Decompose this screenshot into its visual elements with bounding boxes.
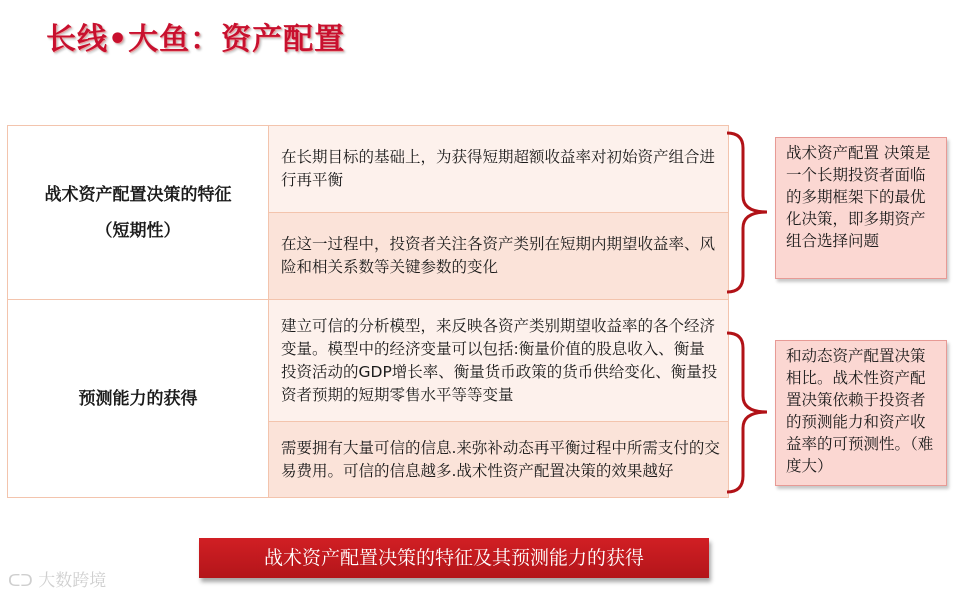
slide-title: 长线•大鱼：资产配置 [46, 22, 346, 57]
note-box-top: 战术资产配置 决策是一个长期投资者面临的多期框架下的最优化决策，即多期资产组合选择问题 [775, 137, 947, 279]
caption-banner: 战术资产配置决策的特征及其预测能力的获得 [199, 538, 709, 578]
row-label-prediction [8, 300, 269, 498]
table-cell: 需要拥有大量可信的信息.来弥补动态再平衡过程中所需支付的交易费用。可信的信息越多.战术性资产配置决策的效果越好 [269, 422, 729, 498]
right-brace-top [725, 130, 775, 295]
table-cell: 在这一过程中，投资者关注各资产类别在短期内期望收益率、风险和相关系数等关键参数的变化 [269, 213, 729, 300]
row-label-line: 战术资产配置决策的特征 [44, 184, 232, 205]
table-row [8, 300, 729, 422]
table-cell: 建立可信的分析模型，来反映各资产类别期望收益率的各个经济变量。模型中的经济变量可以包括:衡量价值的股息收入、衡量投资活动的GDP增长率、衡量货币政策的货币供给变化、衡量投资者预期的短期零售水平等等变量 [269, 300, 729, 422]
watermark-text: 大数跨境 [38, 571, 107, 591]
row-label-characteristics [8, 126, 269, 300]
table-cell: 在长期目标的基础上，为获得短期超额收益率对初始资产组合进行再平衡 [269, 126, 729, 213]
watermark [8, 566, 106, 591]
row-label-line: （短期性） [95, 220, 181, 241]
watermark-logo-icon: ᑕᑐ [8, 571, 33, 591]
note-box-bottom: 和动态资产配置决策相比。战术性资产配置决策依赖于投资者的预测能力和资产收益率的可预测性。（难度大） [775, 340, 947, 486]
comparison-table [7, 125, 729, 498]
row-label-line: 预测能力的获得 [78, 388, 198, 409]
table-row [8, 126, 729, 213]
right-brace-bottom [725, 330, 775, 495]
